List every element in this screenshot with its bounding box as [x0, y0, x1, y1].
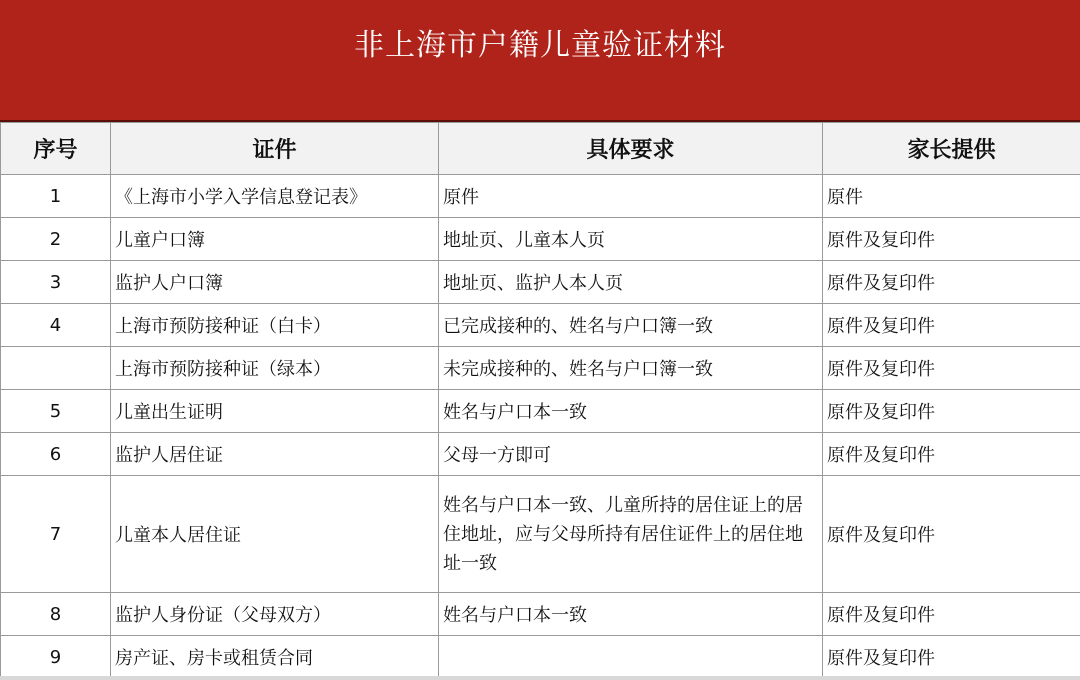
- row-provide: 原件及复印件: [823, 390, 1080, 433]
- row-provide: 原件及复印件: [823, 433, 1080, 476]
- row-number: 8: [1, 593, 111, 636]
- table-row: [1, 476, 1080, 593]
- table-row: [1, 261, 1080, 304]
- row-requirement: 姓名与户口本一致: [439, 593, 823, 636]
- row-requirement: 未完成接种的、姓名与户口簿一致: [439, 347, 823, 390]
- row-number: [1, 347, 111, 390]
- row-document: 上海市预防接种证（绿本）: [111, 347, 439, 390]
- row-requirement: 原件: [439, 175, 823, 218]
- row-number: 6: [1, 433, 111, 476]
- row-document: 儿童出生证明: [111, 390, 439, 433]
- row-number: 1: [1, 175, 111, 218]
- row-requirement: 姓名与户口本一致: [439, 390, 823, 433]
- header-number: 序号: [1, 123, 111, 175]
- row-provide: 原件及复印件: [823, 218, 1080, 261]
- title-banner: [0, 0, 1080, 122]
- row-provide: 原件及复印件: [823, 304, 1080, 347]
- row-number: 7: [1, 476, 111, 593]
- row-number: 4: [1, 304, 111, 347]
- table-row: [1, 636, 1080, 679]
- row-requirement: 地址页、儿童本人页: [439, 218, 823, 261]
- row-requirement: 地址页、监护人本人页: [439, 261, 823, 304]
- header-document: 证件: [111, 123, 439, 175]
- row-provide: 原件及复印件: [823, 476, 1080, 593]
- row-document: 儿童本人居住证: [111, 476, 439, 593]
- row-provide: 原件及复印件: [823, 347, 1080, 390]
- row-number: 3: [1, 261, 111, 304]
- row-provide: 原件及复印件: [823, 636, 1080, 679]
- row-document: 房产证、房卡或租赁合同: [111, 636, 439, 679]
- row-provide: 原件及复印件: [823, 261, 1080, 304]
- table-row: [1, 218, 1080, 261]
- materials-table: [0, 122, 1080, 679]
- table-row: [1, 433, 1080, 476]
- row-document: 监护人身份证（父母双方）: [111, 593, 439, 636]
- row-document: 监护人居住证: [111, 433, 439, 476]
- row-document: 《上海市小学入学信息登记表》: [111, 175, 439, 218]
- bottom-divider: [0, 676, 1080, 680]
- header-parent-provides: 家长提供: [823, 123, 1080, 175]
- table-row: [1, 304, 1080, 347]
- row-document: 上海市预防接种证（白卡）: [111, 304, 439, 347]
- row-requirement: 父母一方即可: [439, 433, 823, 476]
- table-row: [1, 390, 1080, 433]
- row-number: 9: [1, 636, 111, 679]
- table-row: [1, 347, 1080, 390]
- row-document: 监护人户口簿: [111, 261, 439, 304]
- page-title: 非上海市户籍儿童验证材料: [354, 28, 726, 63]
- row-document: 儿童户口簿: [111, 218, 439, 261]
- row-provide: 原件: [823, 175, 1080, 218]
- table-row: [1, 593, 1080, 636]
- table-row: [1, 175, 1080, 218]
- row-requirement: [439, 636, 823, 679]
- header-row: [1, 123, 1080, 175]
- row-provide: 原件及复印件: [823, 593, 1080, 636]
- header-requirement: 具体要求: [439, 123, 823, 175]
- row-requirement: 已完成接种的、姓名与户口簿一致: [439, 304, 823, 347]
- row-number: 2: [1, 218, 111, 261]
- row-requirement: 姓名与户口本一致、儿童所持的居住证上的居住地址，应与父母所持有居住证件上的居住地址一致: [439, 476, 823, 593]
- row-number: 5: [1, 390, 111, 433]
